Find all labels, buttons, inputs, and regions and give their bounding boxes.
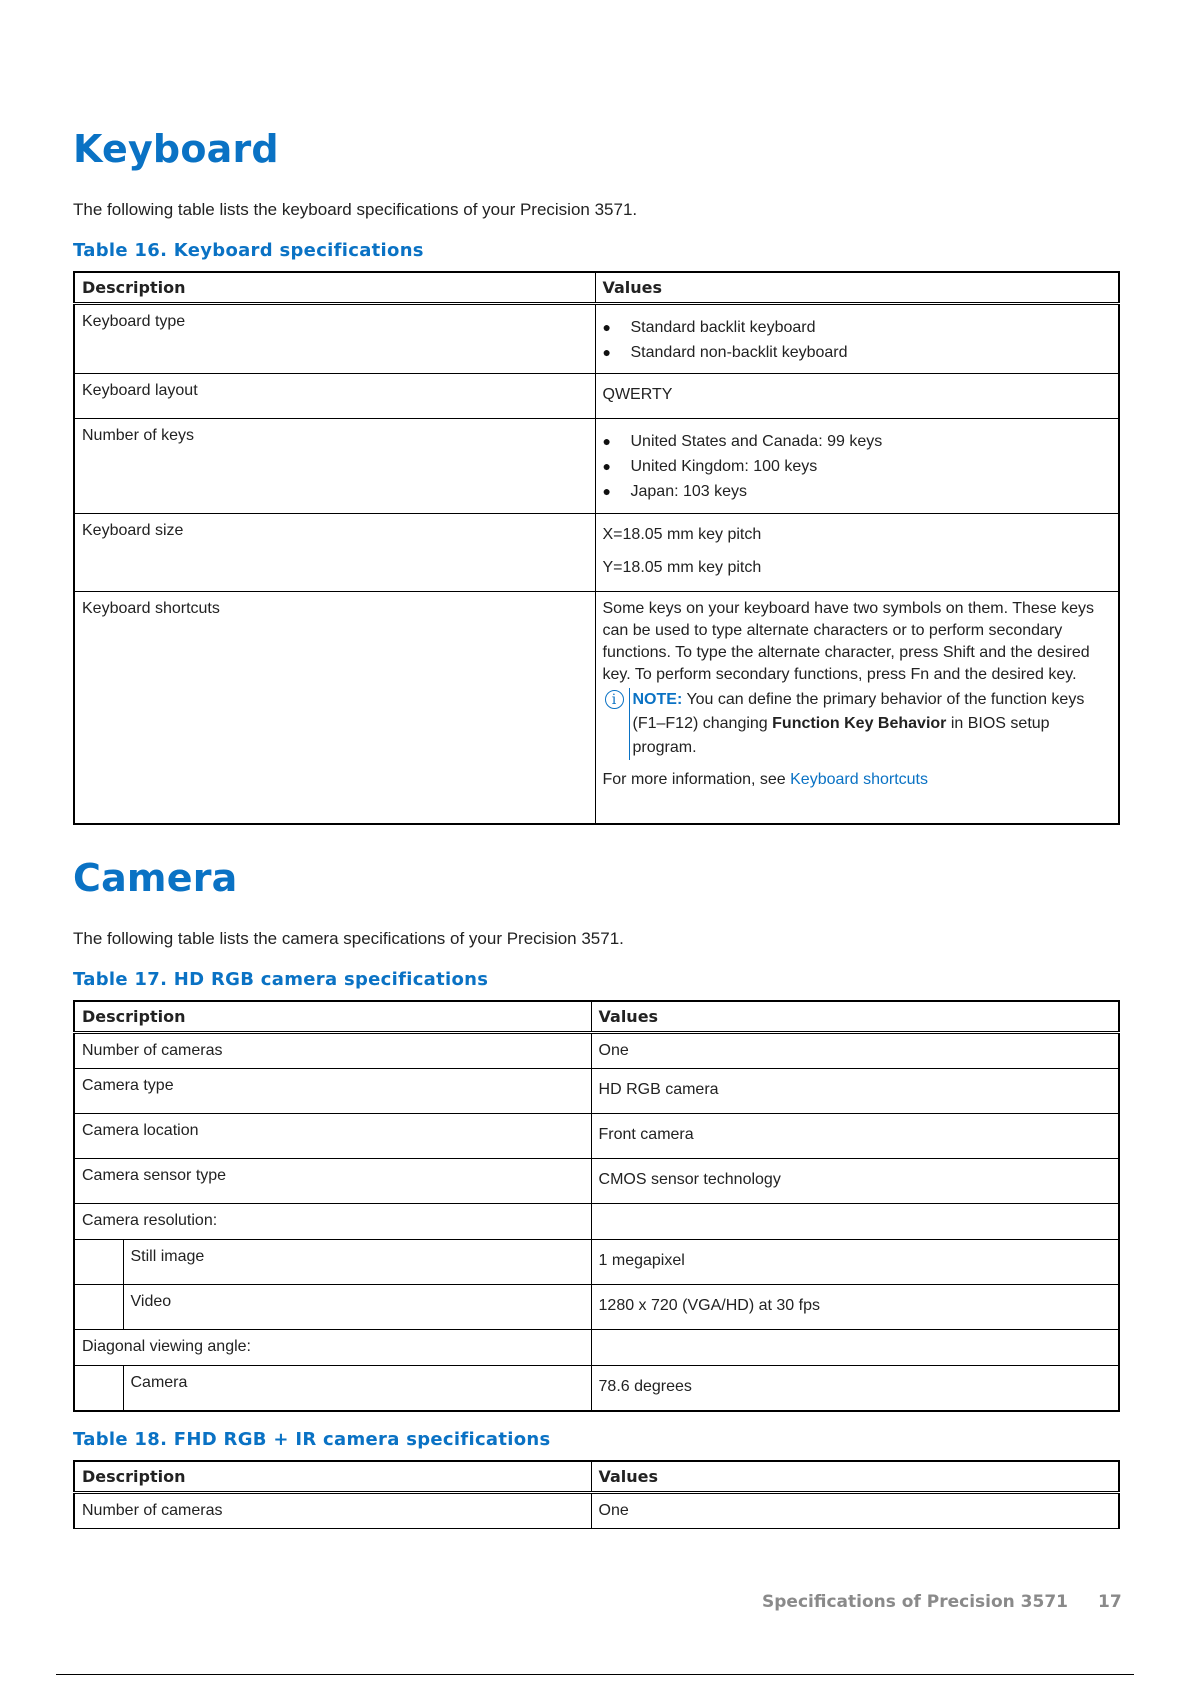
row-value [595, 514, 1119, 592]
row-value: CMOS sensor technology [591, 1159, 1119, 1204]
row-label: Keyboard layout [74, 374, 595, 419]
list-item: ● Standard non-backlit keyboard [603, 340, 1112, 365]
table-row [74, 1493, 1119, 1529]
table-row [74, 1159, 1119, 1204]
keyboard-type-list [603, 315, 1112, 365]
row-label: Number of keys [74, 419, 595, 514]
row-value: 1280 x 720 (VGA/HD) at 30 fps [591, 1285, 1119, 1330]
row-value [595, 419, 1119, 514]
note-label: NOTE: [632, 691, 683, 708]
camera-intro: The following table lists the camera specifications of your Precision 3571. [73, 929, 624, 948]
column-header-description: Description [74, 1461, 591, 1493]
list-item: ● Japan: 103 keys [603, 479, 1112, 504]
keyboard-heading: Keyboard [73, 127, 279, 171]
row-label: Number of cameras [74, 1033, 591, 1069]
shortcuts-description: Some keys on your keyboard have two symbols on them. These keys can be used to type alternate characters or to perform secondary functions. To type the alternate character, press Shift and the desired key. To perform secondary functions, press Fn and the desired key. [602, 600, 1094, 683]
table-row [74, 304, 1119, 374]
list-item: ● United States and Canada: 99 keys [603, 429, 1112, 454]
row-label: Keyboard size [74, 514, 595, 592]
table-row [74, 374, 1119, 419]
page-number: 17 [1098, 1592, 1122, 1612]
column-header-values: Values [595, 272, 1119, 304]
row-label: Keyboard shortcuts [74, 592, 595, 824]
table-row [74, 1204, 1119, 1240]
note-divider [629, 688, 630, 760]
info-icon: i [605, 690, 624, 709]
table-row [74, 1114, 1119, 1159]
note-text-end: in BIOS setup program. [632, 715, 1050, 756]
row-label: Still image [123, 1240, 591, 1285]
row-value: One [591, 1493, 1119, 1529]
row-value: QWERTY [595, 374, 1119, 419]
column-header-description: Description [74, 272, 595, 304]
row-label: Camera sensor type [74, 1159, 591, 1204]
row-label: Keyboard type [74, 304, 595, 374]
row-label: Number of cameras [74, 1493, 591, 1529]
footer-rule [56, 1674, 1134, 1675]
row-value: Front camera [591, 1114, 1119, 1159]
table-row [74, 514, 1119, 592]
table-row [74, 1240, 1119, 1285]
row-value: 78.6 degrees [591, 1366, 1119, 1411]
row-label: Video [123, 1285, 591, 1330]
note-bold-text: Function Key Behavior [772, 715, 947, 732]
row-value: One [591, 1033, 1119, 1069]
key-pitch-x: X=18.05 mm key pitch [602, 526, 762, 543]
table-row [74, 592, 1119, 824]
table-row [74, 1069, 1119, 1114]
indent-cell [74, 1366, 123, 1411]
column-header-values: Values [591, 1001, 1119, 1033]
row-value: HD RGB camera [591, 1069, 1119, 1114]
table-row [74, 1285, 1119, 1330]
key-pitch-y: Y=18.05 mm key pitch [602, 559, 762, 576]
number-of-keys-list [603, 429, 1112, 504]
row-label: Camera [123, 1366, 591, 1411]
more-info [603, 769, 1112, 791]
table-header-row [74, 1001, 1119, 1033]
row-label: Camera type [74, 1069, 591, 1114]
column-header-values: Values [591, 1461, 1119, 1493]
table-row [74, 1033, 1119, 1069]
fhd-ir-camera-spec-table [73, 1460, 1120, 1529]
row-label: Camera location [74, 1114, 591, 1159]
indent-cell [74, 1240, 123, 1285]
table-header-row [74, 1461, 1119, 1493]
table-row [74, 1366, 1119, 1411]
keyboard-shortcuts-link[interactable]: Keyboard shortcuts [790, 771, 928, 788]
row-value [591, 1204, 1119, 1240]
keyboard-spec-table [73, 271, 1120, 825]
note-text: You can define the primary behavior of the function keys (F1–F12) changing [632, 691, 1085, 732]
note-block [603, 688, 1112, 760]
table-row [74, 419, 1119, 514]
more-info-text: For more information, see [602, 771, 791, 788]
row-value [595, 304, 1119, 374]
row-value [591, 1330, 1119, 1366]
row-label: Diagonal viewing angle: [74, 1330, 591, 1366]
row-value: 1 megapixel [591, 1240, 1119, 1285]
table-17-caption: Table 17. HD RGB camera specifications [73, 969, 489, 990]
footer-title: Specifications of Precision 3571 [762, 1592, 1068, 1612]
table-row [74, 1330, 1119, 1366]
column-header-description: Description [74, 1001, 591, 1033]
table-18-caption: Table 18. FHD RGB + IR camera specifications [73, 1429, 551, 1450]
list-item: ● United Kingdom: 100 keys [603, 454, 1112, 479]
row-label: Camera resolution: [74, 1204, 591, 1240]
indent-cell [74, 1285, 123, 1330]
camera-heading: Camera [73, 856, 238, 900]
keyboard-intro: The following table lists the keyboard specifications of your Precision 3571. [73, 200, 638, 219]
table-header-row [74, 272, 1119, 304]
table-16-caption: Table 16. Keyboard specifications [73, 240, 424, 261]
row-value [595, 592, 1119, 824]
list-item: ● Standard backlit keyboard [603, 315, 1112, 340]
hd-camera-spec-table [73, 1000, 1120, 1412]
